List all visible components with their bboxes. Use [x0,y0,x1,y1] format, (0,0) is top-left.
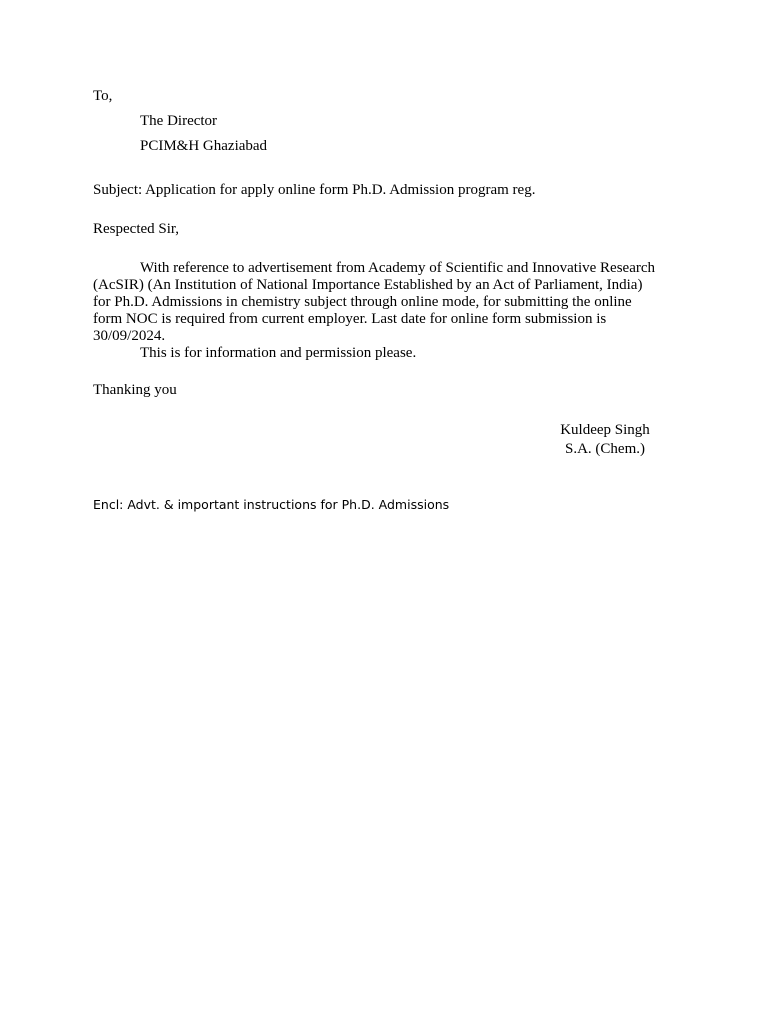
body-line: form NOC is required from current employer. Last date for online form submission is [93,311,607,327]
enclosure-note: Encl: Advt. & important instructions for Ph.D. Admissions [93,497,450,512]
letter-body [93,260,683,362]
closing: Thanking you [93,382,177,398]
signature-block [540,421,670,459]
salutation-to: To, [93,88,113,104]
subject-line: Subject: Application for apply online form Ph.D. Admission program reg. [93,182,536,198]
body-line: 30/09/2024. [93,328,166,344]
body-line: (AcSIR) (An Institution of National Importance Established by an Act of Parliament, India) [93,277,643,293]
greeting: Respected Sir, [93,221,180,237]
recipient-organization: PCIM&H Ghaziabad [140,138,268,154]
body-line: for Ph.D. Admissions in chemistry subject through online mode, for submitting the online [93,294,632,310]
body-line-permission: This is for information and permission please. [140,345,417,361]
signature-designation: S.A. (Chem.) [565,441,645,457]
recipient-title: The Director [140,113,218,129]
signature-name: Kuldeep Singh [560,422,650,438]
body-line: With reference to advertisement from Academy of Scientific and Innovative Research [140,260,656,276]
